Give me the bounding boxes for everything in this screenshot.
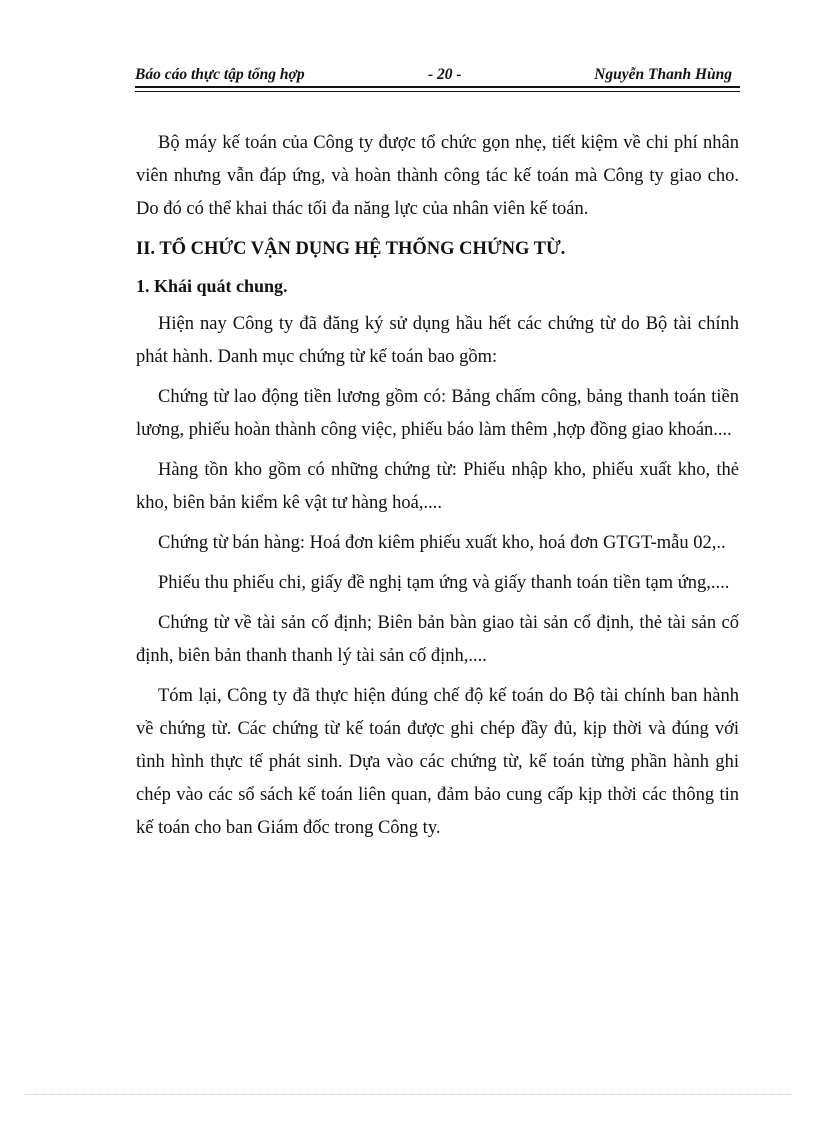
header-divider-thick	[135, 86, 740, 88]
header-author: Nguyễn Thanh Hùng	[594, 66, 732, 83]
subsection-heading: 1. Khái quát chung.	[136, 276, 288, 296]
header-report-title: Báo cáo thực tập tổng hợp	[135, 66, 305, 83]
paragraph-accounting-structure: Bộ máy kế toán của Công ty được tổ chức gọn nhẹ, tiết kiệm về chi phí nhân viên nhưng vẫn đáp ứng, và hoàn thành công tác kế toán mà Công ty giao cho. Do đó có thể khai thác tối đa năng lực của nhân viên kế toán.	[136, 133, 739, 219]
paragraph-cash-documents: Phiếu thu phiếu chi, giấy đề nghị tạm ứng và giấy thanh toán tiền tạm ứng,....	[158, 573, 730, 593]
paragraph-sales-documents: Chứng từ bán hàng: Hoá đơn kiêm phiếu xuất kho, hoá đơn GTGT-mẫu 02,..	[158, 533, 726, 553]
paragraph-summary: Tóm lại, Công ty đã thực hiện đúng chế độ kế toán do Bộ tài chính ban hành về chứng từ. Các chứng từ kế toán được ghi chép đầy đủ, kịp thời và đúng với tình hình thực tế phát sinh. Dựa vào các chứng từ, kế toán từng phần hành ghi chép vào các sổ sách kế toán liên quan, đảm bảo cung cấp kịp thời các thông tin kế toán cho ban Giám đốc trong Công ty.	[136, 686, 739, 838]
paragraph-payroll-documents: Chứng từ lao động tiền lương gồm có: Bảng chấm công, bảng thanh toán tiền lương, phiếu hoàn thành công việc, phiếu báo làm thêm ,hợp đồng giao khoán....	[136, 387, 739, 440]
paragraph-inventory-documents: Hàng tồn kho gồm có những chứng từ: Phiếu nhập kho, phiếu xuất kho, thẻ kho, biên bản kiểm kê vật tư hàng hoá,....	[136, 460, 739, 513]
section-heading: II. TỔ CHỨC VẬN DỤNG HỆ THỐNG CHỨNG TỪ.	[136, 239, 566, 259]
header-page-number: - 20 -	[428, 66, 462, 83]
paragraph-fixed-asset-documents: Chứng từ về tài sản cố định; Biên bản bàn giao tài sản cố định, thẻ tài sản cố định, biên bản thanh thanh lý tài sản cố định,....	[136, 613, 739, 666]
page-bottom-border	[25, 1094, 791, 1095]
page-header	[135, 64, 740, 86]
paragraph-overview: Hiện nay Công ty đã đăng ký sử dụng hầu hết các chứng từ do Bộ tài chính phát hành. Danh mục chứng từ kế toán bao gồm:	[136, 314, 739, 367]
document-body	[136, 127, 739, 852]
header-divider-thin	[135, 91, 740, 92]
